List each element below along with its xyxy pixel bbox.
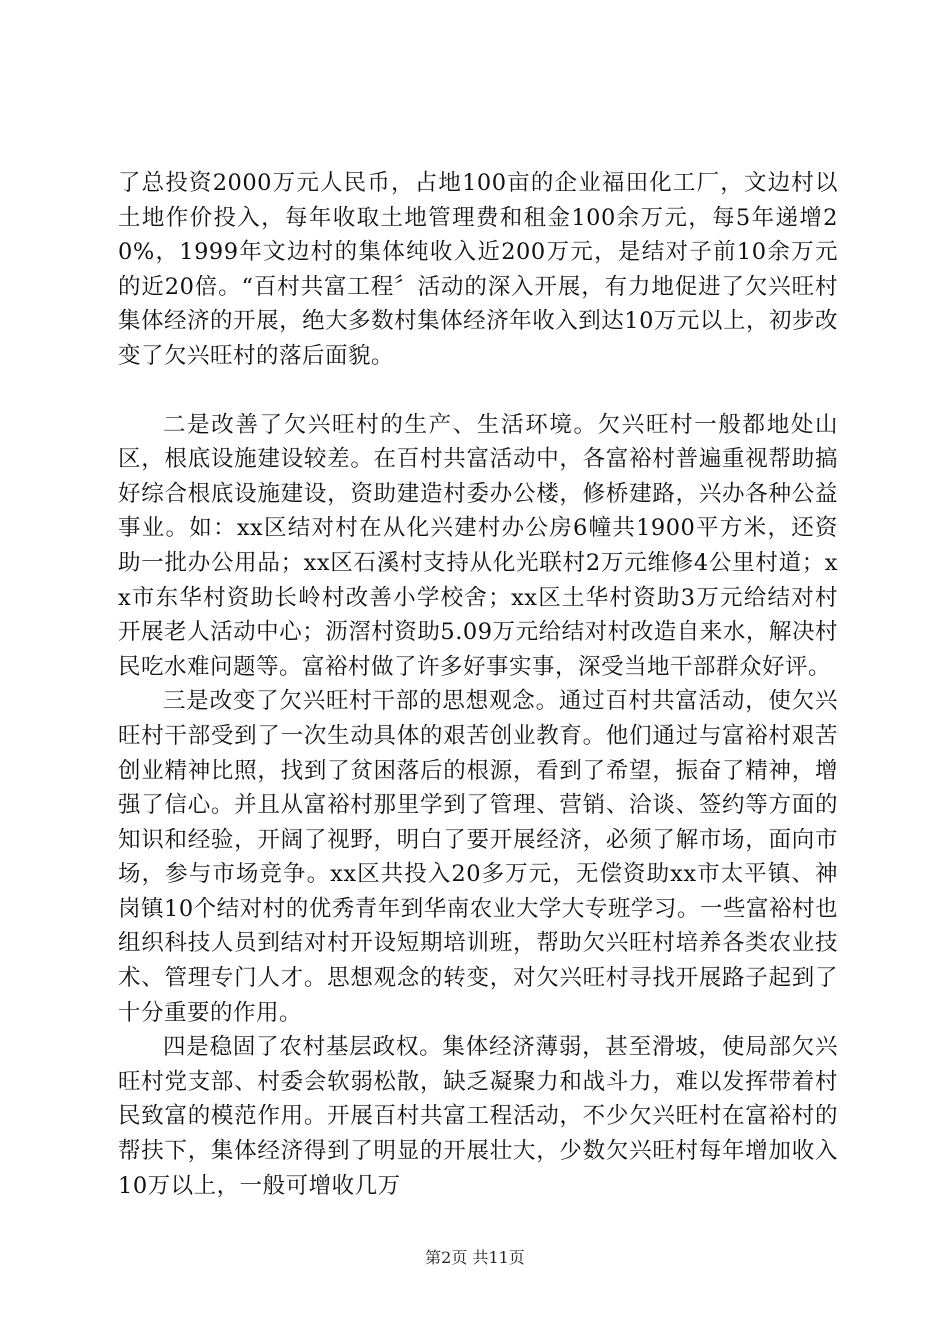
document-body bbox=[118, 166, 838, 1203]
paragraph-governance: 四是稳固了农村基层政权。集体经济薄弱，甚至滑坡，使局部欠兴旺村党支部、村委会软弱松散，缺乏凝聚力和战斗力，难以发挥带着村民致富的模范作用。开展百村共富工程活动，不少欠兴旺村在富裕村的帮扶下，集体经济得到了明显的开展壮大，少数欠兴旺村每年增加收入10万以上，一般可增收几万 bbox=[118, 1034, 838, 1199]
paragraph-environment: 二是改善了欠兴旺村的生产、生活环境。欠兴旺村一般都地处山区，根底设施建设较差。在百村共富活动中，各富裕村普遍重视帮助搞好综合根底设施建设，资助建造村委办公楼，修桥建路，兴办各种公益事业。如：xx区结对村在从化兴建村办公房6幢共1900平方米，还资助一批办公用品；xx区石溪村支持从化光联村2万元维修4公里村道；xx市东华村资助长岭村改善小学校舍；xx区土华村资助3万元给结对村开展老人活动中心；沥滘村资助5.09万元给结对村改造自来水，解决村民吃水难问题等。富裕村做了许多好事实事，深受当地干部群众好评。 bbox=[118, 411, 838, 680]
paragraph-continued: 了总投资2000万元人民币，占地100亩的企业福田化工厂，文边村以土地作价投入，每年收取土地管理费和租金100余万元，每5年递增20%，1999年文边村的集体纯收入近200万元，是结对子前10余万元的近20倍。“百村共富工程〞活动的深入开展，有力地促进了欠兴旺村集体经济的开展，绝大多数村集体经济年收入到达10万元以上，初步改变了欠兴旺村的落后面貌。 bbox=[118, 170, 838, 369]
paragraph-mindset: 三是改变了欠兴旺村干部的思想观念。通过百村共富活动，使欠兴旺村干部受到了一次生动具体的艰苦创业教育。他们通过与富裕村艰苦创业精神比照，找到了贫困落后的根源，看到了希望，振奋了精神，增强了信心。并且从富裕村那里学到了管理、营销、洽谈、签约等方面的知识和经验，开阔了视野，明白了要开展经济，必须了解市场，面向市场，参与市场竞争。xx区共投入20多万元，无偿资助xx市太平镇、神岗镇10个结对村的优秀青年到华南农业大学大专班学习。一些富裕村也组织科技人员到结对村开设短期培训班，帮助欠兴旺村培养各类农业技术、管理专门人才。思想观念的转变，对欠兴旺村寻找开展路子起到了十分重要的作用。 bbox=[118, 688, 838, 1026]
page-footer: 第2页 共11页 bbox=[425, 1248, 525, 1267]
paragraph-gap bbox=[118, 374, 838, 408]
